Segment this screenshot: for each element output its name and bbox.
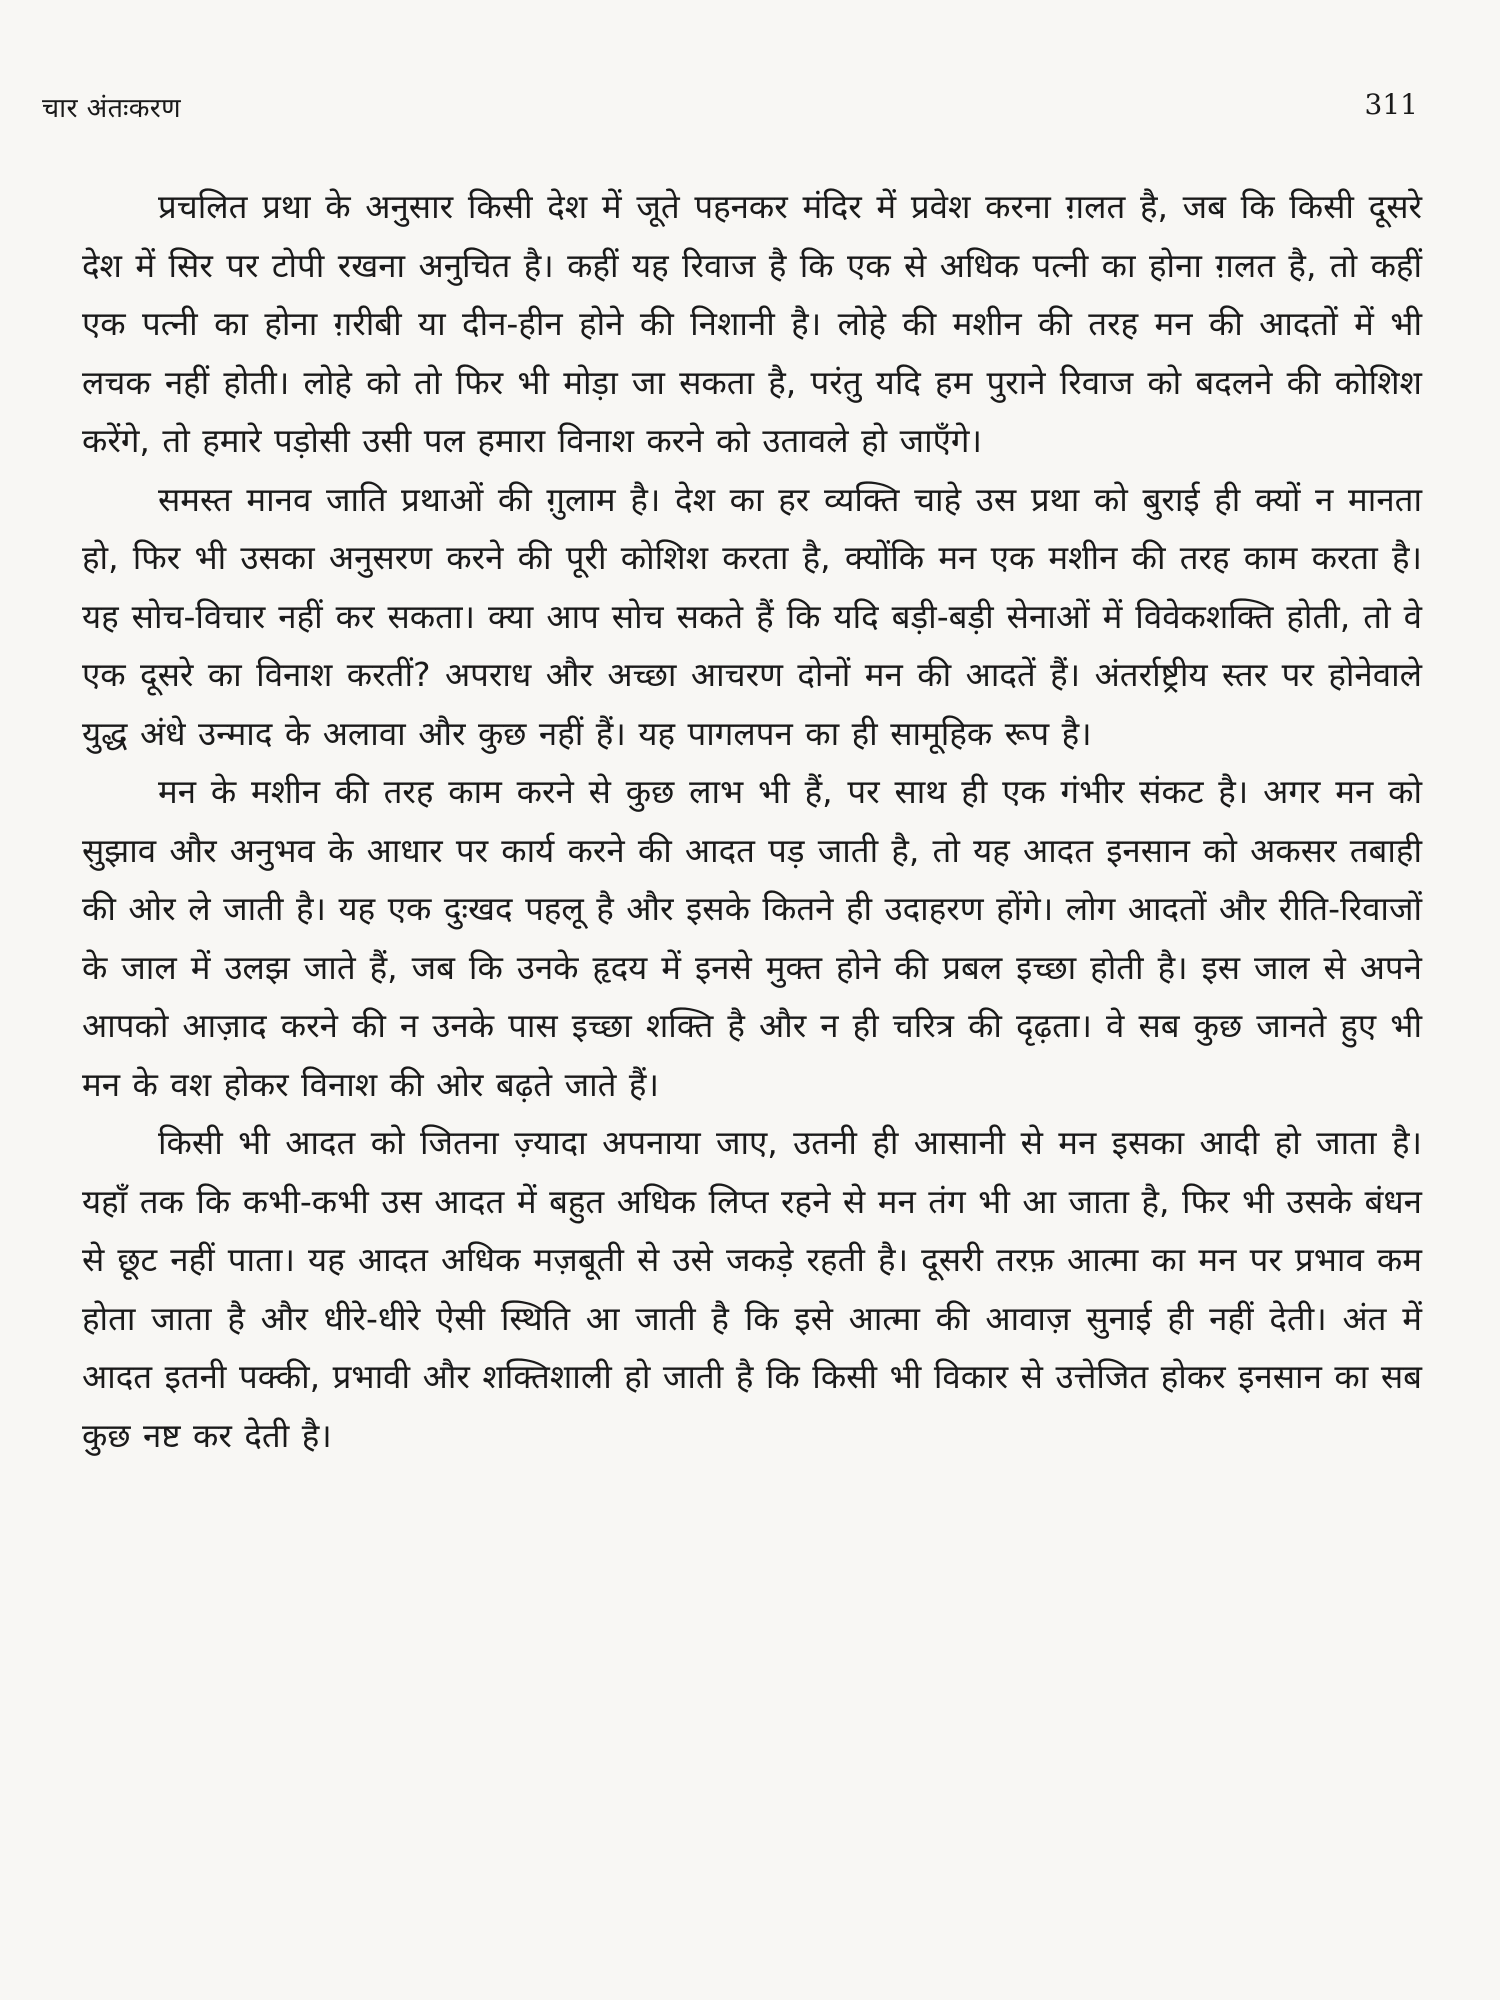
chapter-title: चार अंतःकरण	[42, 93, 181, 124]
running-header	[42, 88, 1418, 128]
paragraph-2: समस्त मानव जाति प्रथाओं की ग़ुलाम है। देश का हर व्यक्ति चाहे उस प्रथा को बुराई ही क्यों न मानता हो, फिर भी उसका अनुसरण करने की पूरी कोशिश करता है, क्योंकि मन एक मशीन की तरह काम करता है। यह सोच-विचार नहीं कर सकता। क्या आप सोच सकते हैं कि यदि बड़ी-बड़ी सेनाओं में विवेकशक्ति होती, तो वे एक दूसरे का विनाश करतीं? अपराध और अच्छा आचरण दोनों मन की आदतें हैं। अंतर्राष्ट्रीय स्तर पर होनेवाले युद्ध अंधे उन्माद के अलावा और कुछ नहीं हैं। यह पागलपन का ही सामूहिक रूप है।	[82, 479, 1422, 753]
paragraph-3: मन के मशीन की तरह काम करने से कुछ लाभ भी हैं, पर साथ ही एक गंभीर संकट है। अगर मन को सुझाव और अनुभव के आधार पर कार्य करने की आदत पड़ जाती है, तो यह आदत इनसान को अकसर तबाही की ओर ले जाती है। यह एक दुःखद पहलू है और इसके कितने ही उदाहरण होंगे। लोग आदतों और रीति-रिवाजों के जाल में उलझ जाते हैं, जब कि उनके हृदय में इनसे मुक्त होने की प्रबल इच्छा होती है। इस जाल से अपने आपको आज़ाद करने की न उनके पास इच्छा शक्ति है और न ही चरित्र की दृढ़ता। वे सब कुछ जानते हुए भी मन के वश होकर विनाश की ओर बढ़ते जाते हैं।	[82, 772, 1422, 1104]
body-text	[82, 178, 1422, 1465]
paragraph-4: किसी भी आदत को जितना ज़्यादा अपनाया जाए, उतनी ही आसानी से मन इसका आदी हो जाता है। यहाँ तक कि कभी-कभी उस आदत में बहुत अधिक लिप्त रहने से मन तंग भी आ जाता है, फिर भी उसके बंधन से छूट नहीं पाता। यह आदत अधिक मज़बूती से उसे जकड़े रहती है। दूसरी तरफ़ आत्मा का मन पर प्रभाव कम होता जाता है और धीरे-धीरे ऐसी स्थिति आ जाती है कि इसे आत्मा की आवाज़ सुनाई ही नहीं देती। अंत में आदत इतनी पक्की, प्रभावी और शक्तिशाली हो जाती है कि किसी भी विकार से उत्तेजित होकर इनसान का सब कुछ नष्ट कर देती है।	[82, 1123, 1422, 1455]
paragraph-1: प्रचलित प्रथा के अनुसार किसी देश में जूते पहनकर मंदिर में प्रवेश करना ग़लत है, जब कि किसी दूसरे देश में सिर पर टोपी रखना अनुचित है। कहीं यह रिवाज है कि एक से अधिक पत्नी का होना ग़लत है, तो कहीं एक पत्नी का होना ग़रीबी या दीन-हीन होने की निशानी है। लोहे की मशीन की तरह मन की आदतों में भी लचक नहीं होती। लोहे को तो फिर भी मोड़ा जा सकता है, परंतु यदि हम पुराने रिवाज को बदलने की कोशिश करेंगे, तो हमारे पड़ोसी उसी पल हमारा विनाश करने को उतावले हो जाएँगे।	[82, 187, 1422, 460]
page-number: 311	[1364, 88, 1418, 121]
